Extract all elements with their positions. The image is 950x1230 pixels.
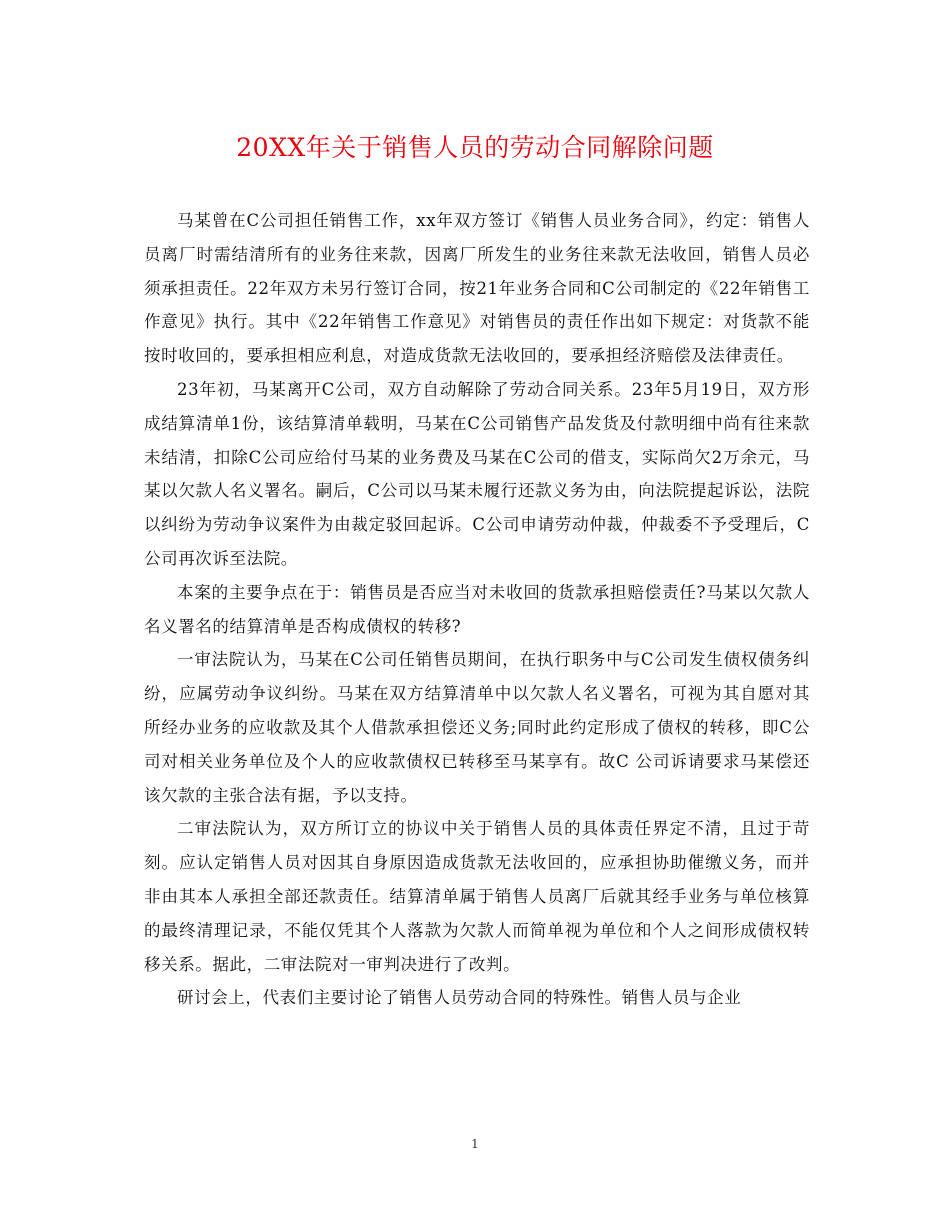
paragraph-4: 一审法院认为，马某在C公司任销售员期间，在执行职务中与C公司发生债权债务纠纷，应属劳动争议纠纷。马某在双方结算清单中以欠款人名义署名，可视为其自愿对其所经办业务的应收款及其个人借款承担偿还义务;同时此约定形成了债权的转移，即C公司对相关业务单位及个人的应收款债权已转移至马某享有。故C 公司诉请要求马某偿还该欠款的主张合法有据，予以支持。 bbox=[144, 650, 810, 805]
document-title: 20XX年关于销售人员的劳动合同解除问题 bbox=[236, 133, 714, 162]
paragraph-3: 本案的主要争点在于：销售员是否应当对未收回的货款承担赔偿责任?马某以欠款人名义署名的结算清单是否构成债权的转移? bbox=[144, 582, 810, 636]
paragraph-1: 马某曾在C公司担任销售工作，xx年双方签订《销售人员业务合同》，约定：销售人员离厂时需结清所有的业务往来款，因离厂所发生的业务往来款无法收回，销售人员必须承担责任。22年双方未另行签订合同，按21年业务合同和C公司制定的《22年销售工作意见》执行。其中《22年销售工作意见》对销售员的责任作出如下规定：对货款不能按时收回的，要承担相应利息，对造成货款无法收回的，要承担经济赔偿及法律责任。 bbox=[144, 211, 810, 366]
paragraph-6: 研讨会上，代表们主要讨论了销售人员劳动合同的特殊性。销售人员与企业 bbox=[177, 988, 742, 1008]
paragraph-2: 23年初，马某离开C公司，双方自动解除了劳动合同关系。23年5月19日，双方形成结算清单1份，该结算清单载明，马某在C公司销售产品发货及付款明细中尚有往来款未结清，扣除C公司应给付马某的业务费及马某在C公司的借支，实际尚欠2万余元，马某以欠款人名义署名。嗣后，C公司以马某未履行还款义务为由，向法院提起诉讼，法院以纠纷为劳动争议案件为由裁定驳回起诉。C公司申请劳动仲裁，仲裁委不予受理后，C公司再次诉至法院。 bbox=[144, 379, 810, 568]
document-body bbox=[144, 204, 810, 1015]
paragraph-5: 二审法院认为，双方所订立的协议中关于销售人员的具体责任界定不清，且过于苛刻。应认定销售人员对因其自身原因造成货款无法收回的，应承担协助催缴义务，而并非由其本人承担全部还款责任。结算清单属于销售人员离厂后就其经手业务与单位核算的最终清理记录，不能仅凭其个人落款为欠款人而简单视为单位和个人之间形成债权转移关系。据此，二审法院对一审判决进行了改判。 bbox=[144, 819, 810, 974]
page-number: 1 bbox=[471, 1137, 479, 1151]
